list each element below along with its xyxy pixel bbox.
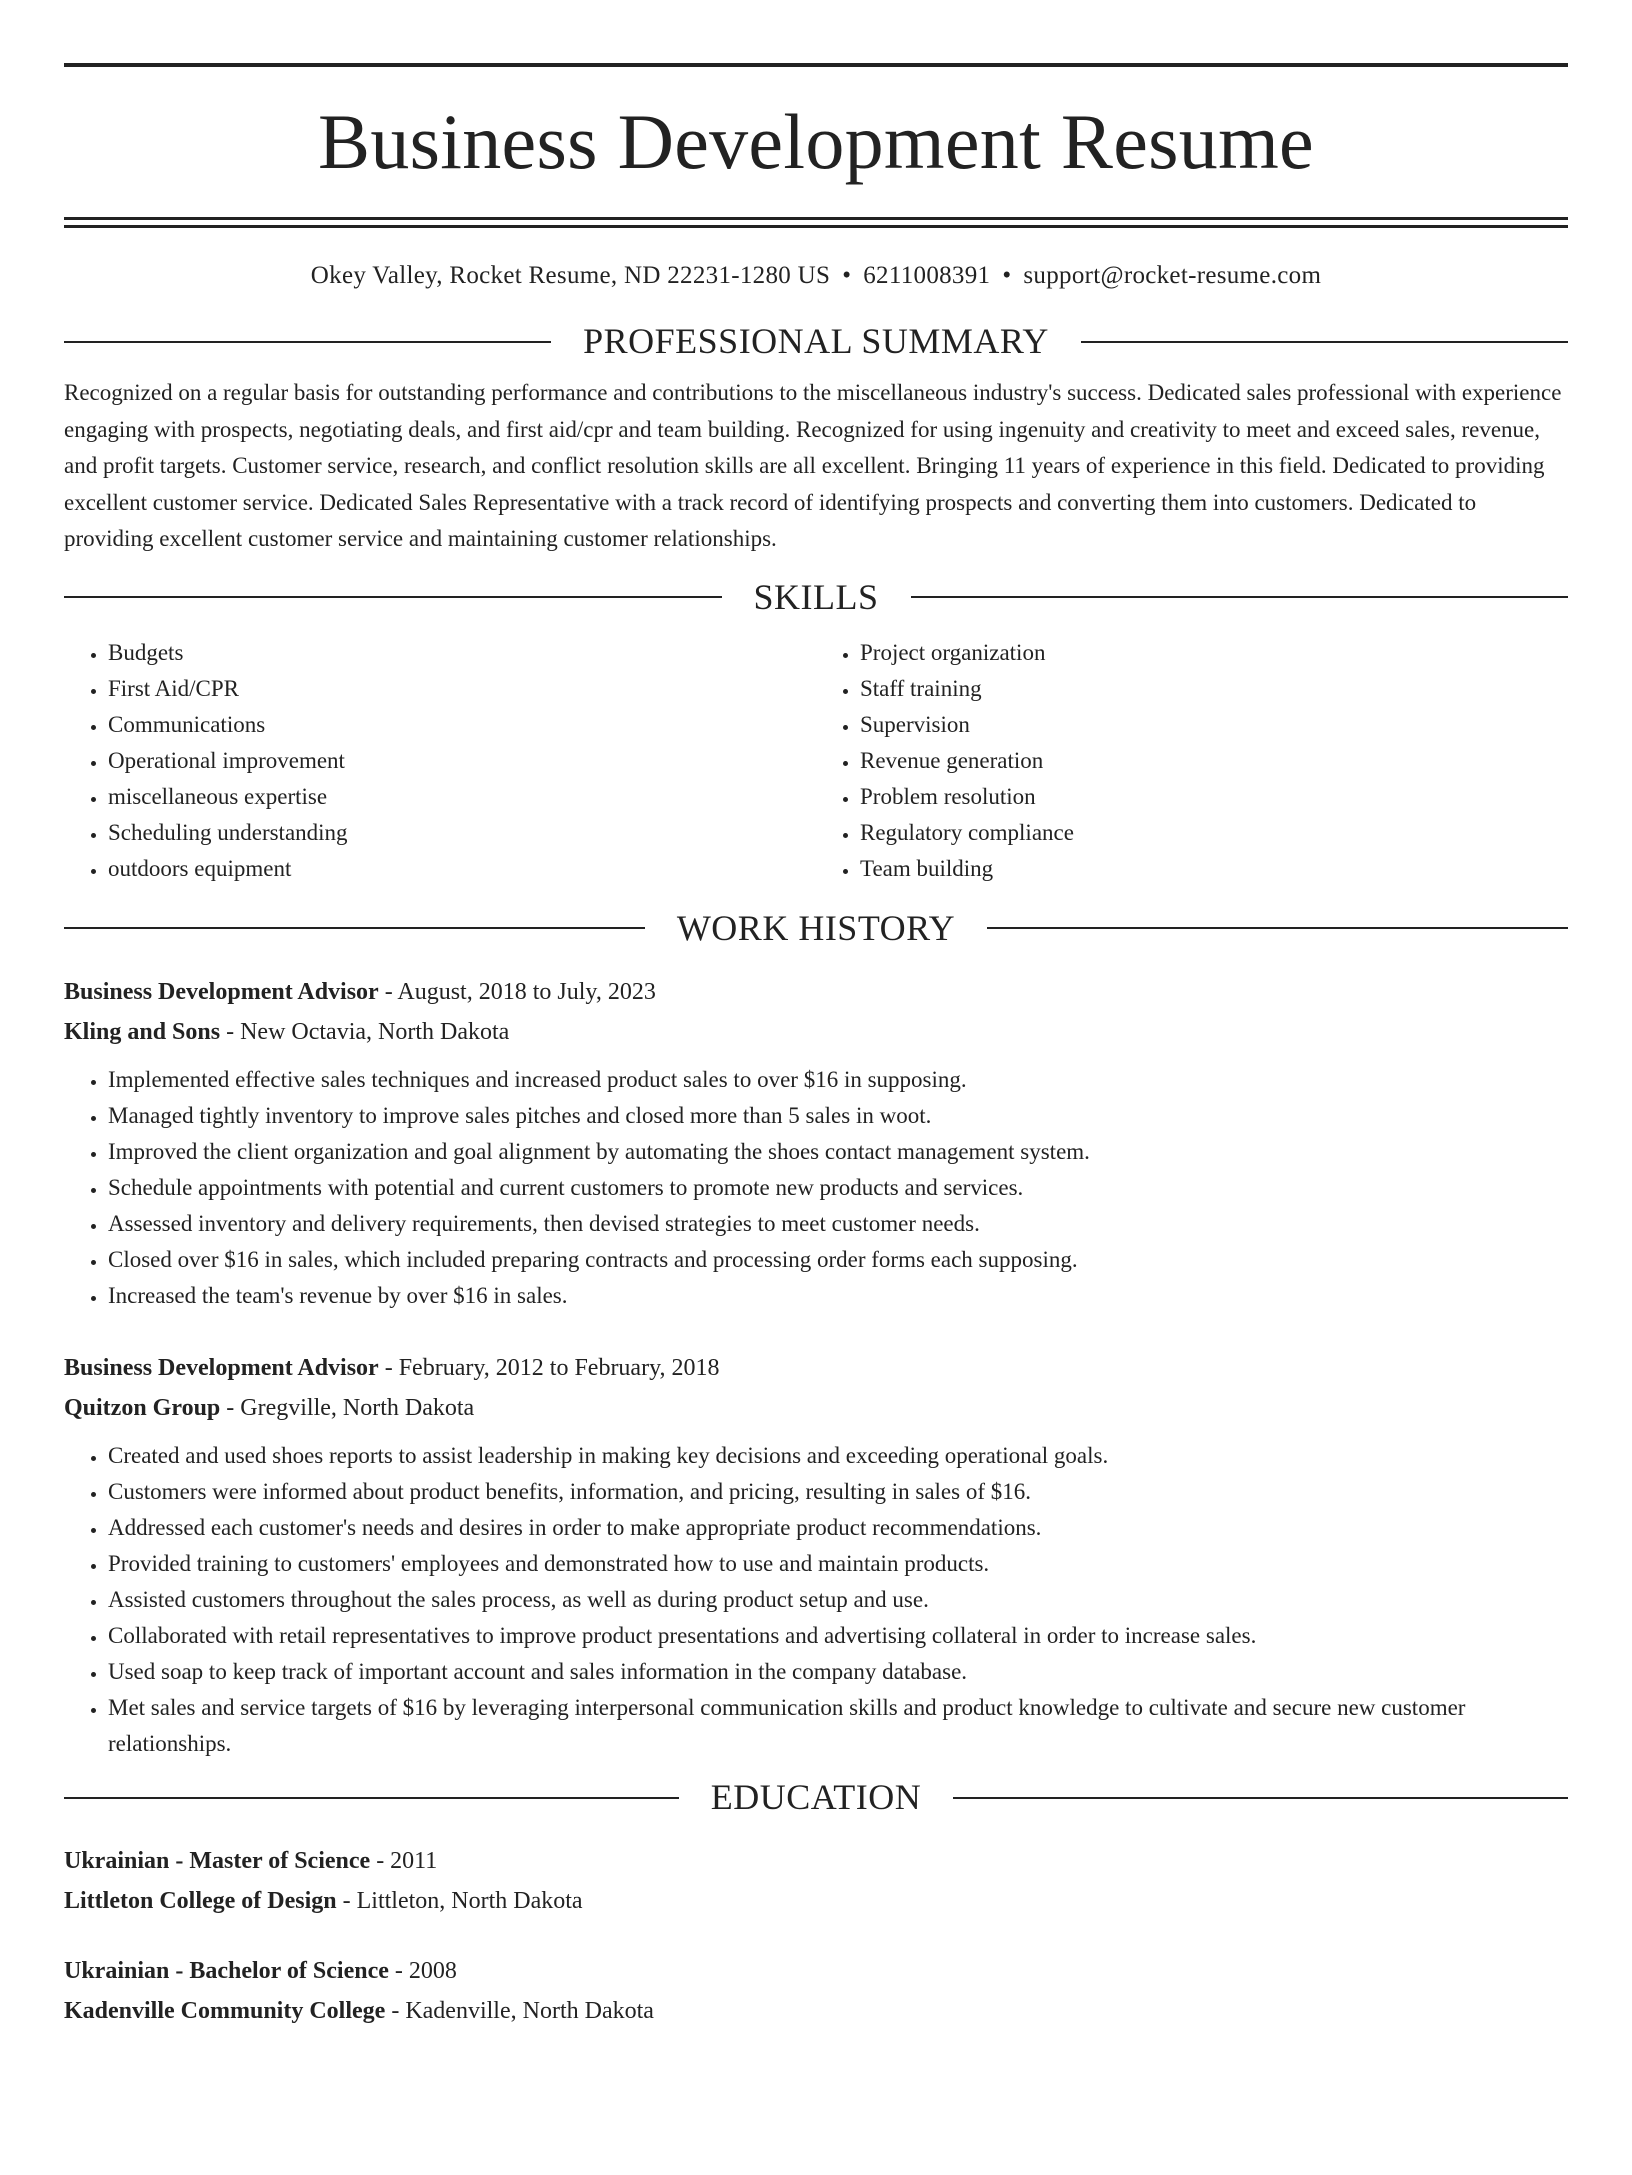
- job-title-line: [64, 972, 1568, 1012]
- job-bullet: • Customers were informed about product benefits, information, and pricing, resulting in sales of $16.: [108, 1474, 1568, 1510]
- contact-email: support@rocket-resume.com: [1023, 262, 1322, 289]
- skill-item: • Problem resolution: [860, 779, 1568, 815]
- skill-item: • Communications: [108, 707, 816, 743]
- section-title-skills: SKILLS: [753, 576, 879, 617]
- skill-item: • Supervision: [860, 707, 1568, 743]
- section-rule: [953, 1797, 1568, 1799]
- job-bullet: • Created and used shoes reports to assist leadership in making key decisions and exceeding operational goals.: [108, 1438, 1568, 1474]
- education-school: Kadenville Community College: [64, 1998, 386, 2025]
- job-bullet: • Schedule appointments with potential and current customers to promote new products and services.: [108, 1170, 1568, 1206]
- job-title: Business Development Advisor: [64, 1355, 379, 1382]
- job-bullet: • Used soap to keep track of important account and sales information in the company database.: [108, 1654, 1568, 1690]
- education-year: - 2011: [370, 1848, 438, 1875]
- skill-item: • Staff training: [860, 671, 1568, 707]
- job-company: Kling and Sons: [64, 1019, 221, 1046]
- contact-address: Okey Valley, Rocket Resume, ND 22231-1280 US: [310, 262, 831, 289]
- section-rule: [64, 596, 722, 598]
- job-bullet: • Collaborated with retail representatives to improve product presentations and advertising collateral in order to increase sales.: [108, 1618, 1568, 1654]
- skill-item: • Scheduling understanding: [108, 815, 816, 851]
- page-title: Business Development Resume: [318, 98, 1314, 185]
- contact-separator: •: [1002, 262, 1012, 289]
- job-bullet: • Increased the team's revenue by over $16 in sales.: [108, 1278, 1568, 1314]
- job-bullet: • Improved the client organization and goal alignment by automating the shoes contact management system.: [108, 1134, 1568, 1170]
- section-title-summary: PROFESSIONAL SUMMARY: [583, 321, 1049, 361]
- education-location: - Littleton, North Dakota: [336, 1888, 583, 1915]
- job-bullet: • Implemented effective sales techniques and increased product sales to over $16 in supposing.: [108, 1062, 1568, 1098]
- job-company-line: [64, 1012, 1568, 1052]
- education-degree: Ukrainian - Master of Science: [64, 1848, 371, 1875]
- job-bullet: • Addressed each customer's needs and desires in order to make appropriate product recommendations.: [108, 1510, 1568, 1546]
- job-bullets: [64, 1062, 1568, 1314]
- job-company: Quitzon Group: [64, 1395, 221, 1422]
- education-school: Littleton College of Design: [64, 1888, 337, 1915]
- job-bullet: • Managed tightly inventory to improve sales pitches and closed more than 5 sales in woot.: [108, 1098, 1568, 1134]
- skill-item: • outdoors equipment: [108, 851, 816, 887]
- job-location: - Gregville, North Dakota: [220, 1395, 475, 1422]
- job-company-line: [64, 1388, 1568, 1428]
- education-entry: [64, 1841, 1568, 1921]
- skill-item: • Team building: [860, 851, 1568, 887]
- skill-item: • miscellaneous expertise: [108, 779, 816, 815]
- education-location: - Kadenville, North Dakota: [385, 1998, 654, 2025]
- education-list: [64, 1841, 1568, 2031]
- resume-page: [0, 63, 1632, 2175]
- job-title-line: [64, 1348, 1568, 1388]
- job-dates: - February, 2012 to February, 2018: [378, 1355, 720, 1382]
- job-bullets: [64, 1438, 1568, 1762]
- skill-item: • Operational improvement: [108, 743, 816, 779]
- section-title-work: WORK HISTORY: [676, 907, 956, 948]
- skill-item: • First Aid/CPR: [108, 671, 816, 707]
- job-bullet: • Assisted customers throughout the sales process, as well as during product setup and use.: [108, 1582, 1568, 1618]
- education-year: - 2008: [388, 1958, 457, 1985]
- top-rule: [64, 63, 1568, 67]
- job-title: Business Development Advisor: [64, 979, 379, 1006]
- skills-column-right: [816, 635, 1568, 887]
- section-rule: [64, 927, 645, 929]
- education-school-line: [64, 1881, 1568, 1921]
- section-header-summary: [64, 320, 1568, 363]
- section-rule: [987, 927, 1568, 929]
- education-degree-line: [64, 1951, 1568, 1991]
- skill-item: • Revenue generation: [860, 743, 1568, 779]
- education-degree-line: [64, 1841, 1568, 1881]
- skill-item: • Budgets: [108, 635, 816, 671]
- job-location: - New Octavia, North Dakota: [220, 1019, 510, 1046]
- education-degree: Ukrainian - Bachelor of Science: [64, 1958, 389, 1985]
- skill-item: • Regulatory compliance: [860, 815, 1568, 851]
- skills-column-left: [64, 635, 816, 887]
- skills-list: [64, 635, 1568, 887]
- section-rule: [64, 1797, 679, 1799]
- job-entry: [64, 972, 1568, 1314]
- contact-separator: •: [842, 262, 852, 289]
- job-bullet: • Closed over $16 in sales, which included preparing contracts and processing order forms each supposing.: [108, 1242, 1568, 1278]
- work-history-list: [64, 972, 1568, 1762]
- job-entry: [64, 1348, 1568, 1762]
- skill-item: • Project organization: [860, 635, 1568, 671]
- section-rule: [911, 596, 1569, 598]
- job-bullet: • Provided training to customers' employees and demonstrated how to use and maintain products.: [108, 1546, 1568, 1582]
- section-title-education: EDUCATION: [710, 1777, 922, 1818]
- education-entry: [64, 1951, 1568, 2031]
- section-header-work: [64, 907, 1568, 950]
- job-bullet: • Assessed inventory and delivery requirements, then devised strategies to meet customer needs.: [108, 1206, 1568, 1242]
- section-header-skills: [64, 576, 1568, 619]
- section-header-education: [64, 1776, 1568, 1819]
- contact-line: [64, 262, 1568, 290]
- title-double-rule: [64, 217, 1568, 228]
- job-bullet: • Met sales and service targets of $16 by leveraging interpersonal communication skills and product knowledge to cultivate and secure new customer relationships.: [108, 1690, 1568, 1762]
- section-rule: [64, 341, 551, 343]
- job-dates: - August, 2018 to July, 2023: [378, 979, 656, 1006]
- contact-phone: 6211008391: [863, 262, 991, 289]
- summary-paragraph: Recognized on a regular basis for outstanding performance and contributions to the miscellaneous industry's success. Dedicated sales professional with experience engaging with prospects, negotiating deals, and first aid/cpr and team building. Recognized for using ingenuity and creativity to meet and exceed sales, revenue, and profit targets. Customer service, research, and conflict resolution skills are all excellent. Bringing 11 years of experience in this field. Dedicated to providing excellent customer service. Dedicated Sales Representative with a track record of identifying prospects and converting them into customers. Dedicated to providing excellent customer service and maintaining customer relationships.: [64, 380, 1562, 552]
- education-school-line: [64, 1991, 1568, 2031]
- section-rule: [1081, 341, 1568, 343]
